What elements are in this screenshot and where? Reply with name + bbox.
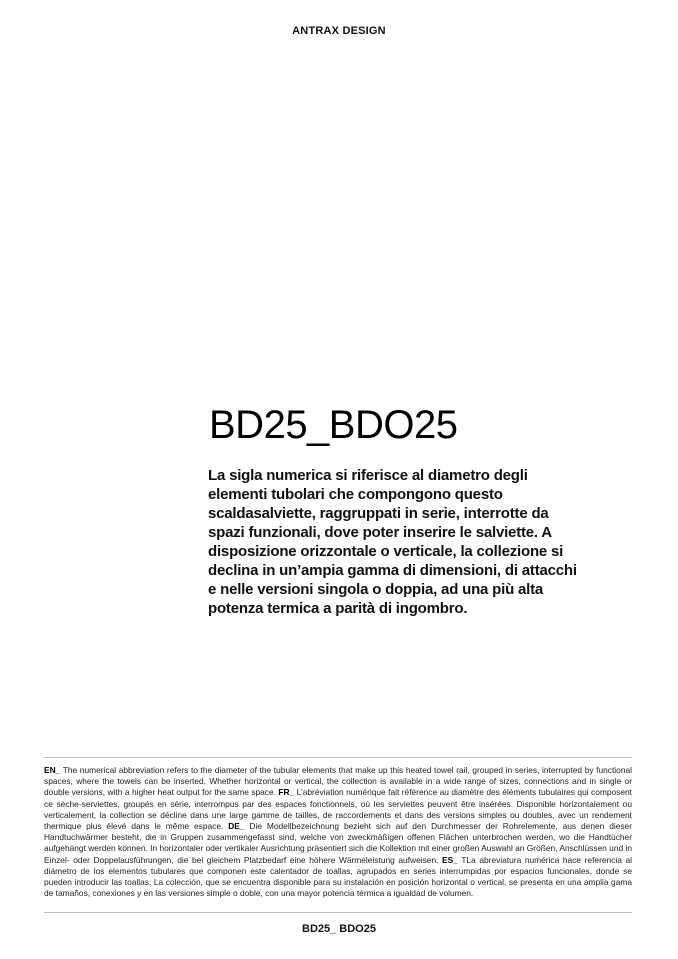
- top-divider: [44, 757, 632, 758]
- footer-label: BD25_ BDO25: [302, 923, 376, 935]
- product-title: BD25_BDO25: [209, 403, 458, 447]
- translation-fr: L’abréviation numérique fait référence au diamètre des éléments tubulaires qui composent ce sèche-serviettes, groupés en série, interrompus par des espaces fonctionnels, où les serviettes peuvent être insérées. Disponible horizontalement ou verticalement, la collection se décline dans une large gamme de tailles, de raccordements et dans des versions simples ou doubles, avec un rendement thermique plus élevé dans le même espace.: [44, 787, 633, 832]
- lang-code-fr: FR_: [278, 787, 295, 798]
- translations-paragraph: [44, 765, 632, 899]
- bottom-divider: [44, 912, 632, 913]
- translation-es: TLa abreviatura numérica hace referencia al diámetro de los elementos tubulares que componen este calentador de toallas, agrupados en series interrumpidas por espacios funcionales, donde se pueden introducir las toallas. La colección, que se encuentra disponible para su instalación en posición horizontal o vertical, se presenta en una amplia gama de tamaños, conexiones y en las versiones simple o doble, con una mayor potencia térmica a igualdad de volumen.: [44, 854, 632, 899]
- translation-de: Die Modellbezeichnung bezieht sich auf den Durchmesser der Rohrelemente, aus denen dieser Handtuchwärmer besteht, die in Gruppen zusammengefasst sind, welche von zweckmäßigen offenen Flächen unterbrochen werden, wo die Handtücher aufgehängt werden können. In horizontaler oder vertikaler Ausrichtung präsentiert sich die Kollektion mit einer großen Auswahl an Größen, Anschlüssen und in Einzel- oder Doppelausführungen, die bei gleichem Platzbedarf eine höhere Wärmeleistung aufweisen.: [44, 821, 633, 865]
- lang-code-de: DE_: [228, 821, 245, 832]
- italian-description: La sigla numerica si riferisce al diametro degli elementi tubolari che compongono questo scaldasalviette, raggruppati in serie, interrotte da spazi funzionali, dove poter inserire le salviette. A disposizione orizzontale o verticale, la collezione si declina in un’ampia gamma di dimensioni, di attacchi e nelle versioni singola o doppia, ad una più alta potenza termica a parità di ingombro.: [208, 467, 577, 617]
- lang-code-es: ES_: [442, 854, 458, 865]
- lang-code-en: EN_: [44, 765, 61, 775]
- translation-en: The numerical abbreviation refers to the diameter of the tubular elements that make up this heated towel rail, grouped in series, interrupted by functional spaces, where the towels can be inserted. Whether horizontal or vertical, the collection is available in a wide range of sizes, connections and in single or double versions, with a higher heat output for the same space.: [44, 765, 632, 798]
- brand-header: ANTRAX DESIGN: [292, 25, 386, 37]
